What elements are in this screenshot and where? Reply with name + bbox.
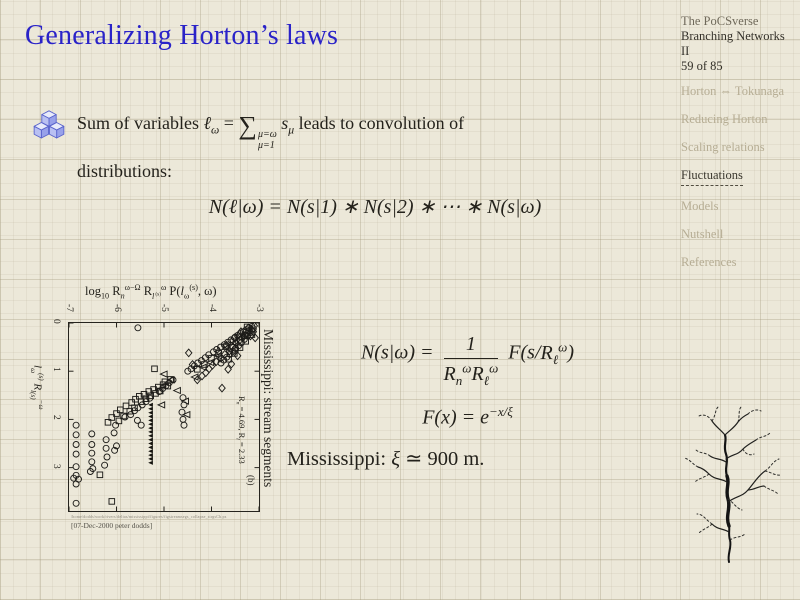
sidebar-series-title: The PoCSverse bbox=[681, 14, 759, 28]
scatter-point-circle bbox=[135, 325, 141, 331]
scatter-point-diamond bbox=[219, 384, 225, 392]
scatter-point-circle bbox=[73, 442, 79, 448]
scatter-point-square bbox=[109, 499, 115, 505]
top-tick-label: -7 bbox=[64, 304, 74, 312]
scatter-point-circle bbox=[104, 454, 110, 460]
scatter-point-circle bbox=[89, 450, 95, 456]
equation-convolution: N(ℓ|ω) = N(s|1) ∗ N(s|2) ∗ ⋯ ∗ N(s|ω) bbox=[208, 196, 542, 218]
scatter-point-circle bbox=[103, 437, 109, 443]
sidebar-item-fluctuations[interactable]: Fluctuations bbox=[681, 168, 796, 186]
scatter-point-circle bbox=[73, 451, 79, 457]
scatter-point-triangle-filled bbox=[148, 422, 153, 426]
mississippi-xi-line: Mississippi: ξ ≃ 900 m. bbox=[287, 448, 485, 470]
left-tick-label: 1 bbox=[51, 367, 61, 372]
scatter-point-circle bbox=[73, 481, 79, 487]
scatter-point-diamond bbox=[186, 349, 192, 357]
sidebar-item-references[interactable]: References bbox=[681, 255, 737, 269]
top-tick-label: -6 bbox=[111, 304, 122, 312]
equation-scaling-lhs: N(s|ω) = bbox=[360, 341, 434, 364]
figure-plot bbox=[29, 304, 276, 530]
plot-inset-parameters: $R_n = 4.69$, $R_l = 2.33$ bbox=[234, 396, 247, 464]
scatter-point-square bbox=[152, 366, 158, 372]
scatter-point-square bbox=[97, 472, 103, 478]
scatter-point-triangle-filled bbox=[148, 418, 153, 422]
scatter-point-square bbox=[123, 403, 129, 409]
scatter-point-triangle-filled bbox=[148, 407, 153, 411]
equation-exponential: $F(x) = e^{-x/\xi}$ bbox=[422, 404, 513, 429]
left-tick-label: 0 bbox=[51, 319, 61, 324]
river-network-image bbox=[672, 402, 792, 572]
equation-scaling-form bbox=[295, 332, 640, 390]
cubes-icon bbox=[31, 109, 67, 145]
figure-credit: [07-Dec-2000 peter dodds] bbox=[71, 521, 153, 530]
scatter-point-circle bbox=[73, 432, 79, 438]
scatter-point-circle bbox=[73, 422, 79, 428]
scatter-point-circle bbox=[103, 445, 109, 451]
equation-scaling-rhs: $F(s/R_\ell^\omega)$ bbox=[508, 339, 575, 367]
bullet-line-1: Sum of variables ℓ$_\omega$ = ∑ μ=ω μ=1 $s_\mu$ leads to convolution of bbox=[77, 111, 465, 151]
sidebar-item-models[interactable]: Models bbox=[681, 199, 719, 213]
scatter-point-triangle-filled bbox=[148, 434, 153, 438]
sidebar-item-reducing-horton[interactable]: Reducing Horton bbox=[681, 112, 768, 126]
scatter-point-circle bbox=[73, 500, 79, 506]
scatter-point-circle bbox=[73, 464, 79, 470]
plot-left-axis-label: $l_\omega^{(s)}$ $R_{l(s)}^{-\omega}$ bbox=[29, 365, 45, 410]
scatter-point-triangle-filled bbox=[148, 449, 153, 453]
sidebar-item-horton-tokunaga[interactable]: Horton ⇔ Tokunaga bbox=[681, 84, 785, 98]
scatter-point-circle bbox=[89, 459, 95, 465]
scatter-point-circle bbox=[89, 431, 95, 437]
scatter-point-circle bbox=[138, 422, 144, 428]
top-tick-label: -5 bbox=[159, 304, 169, 312]
top-tick-label: -4 bbox=[206, 304, 217, 312]
figure-source-fineprint: /home/dodds/work/rivers/deltas/mississippi/figures/figstreamsegs_collapse_strgsCb.ps bbox=[71, 514, 227, 519]
top-tick-label: -3 bbox=[254, 304, 264, 312]
scatter-point-circle bbox=[111, 430, 117, 436]
equation-scaling-fraction bbox=[444, 332, 499, 390]
plot-panel-label: (b) bbox=[246, 475, 256, 486]
left-tick-label: 3 bbox=[51, 463, 61, 469]
scatter-point-triangle-filled bbox=[148, 457, 153, 461]
scatter-point-circle bbox=[89, 442, 95, 448]
fraction-numerator: 1 bbox=[444, 332, 499, 359]
scatter-point-triangle-filled bbox=[148, 414, 153, 418]
bullet-line-2: distributions: bbox=[77, 161, 173, 181]
scatter-point-square bbox=[118, 407, 124, 413]
sidebar-page-indicator: 59 of 85 bbox=[681, 59, 723, 73]
scatter-point-circle bbox=[180, 416, 186, 422]
left-tick-label: 2 bbox=[51, 415, 61, 421]
sidebar-deck-title: Branching Networks II bbox=[681, 29, 785, 58]
scatter-point-circle bbox=[181, 422, 187, 428]
sidebar-nav bbox=[681, 84, 796, 270]
scatter-point-circle bbox=[113, 422, 119, 428]
scatter-point-triangle-filled bbox=[148, 453, 153, 457]
scatter-plot-canvas bbox=[69, 323, 259, 511]
scatter-point-triangle-left bbox=[174, 388, 181, 394]
scatter-point-triangle-filled bbox=[148, 426, 153, 430]
slide-title: Generalizing Horton’s laws bbox=[25, 20, 339, 51]
scatter-point-triangle-filled bbox=[148, 461, 153, 465]
sidebar-item-nutshell[interactable]: Nutshell bbox=[681, 227, 724, 241]
scatter-point-triangle-left bbox=[160, 371, 167, 377]
scatter-point-triangle-filled bbox=[148, 445, 153, 449]
scatter-point-triangle-left bbox=[158, 402, 165, 408]
scatter-point-triangle-filled bbox=[148, 438, 153, 442]
scatter-point-triangle-filled bbox=[148, 411, 153, 415]
scatter-point-triangle-filled bbox=[148, 441, 153, 445]
scatter-point-triangle-filled bbox=[148, 430, 153, 434]
sidebar bbox=[681, 14, 796, 283]
plot-top-axis-label: $\log_{10} R_n^{\omega-\Omega}$ $R_{l ^{(s)}}^\omega$ $P(l_\omega^{(s)}$, ω) bbox=[85, 283, 217, 301]
scatter-point-circle bbox=[102, 462, 108, 468]
scatter-point-square bbox=[129, 400, 135, 406]
scatter-point-triangle-left bbox=[182, 398, 189, 404]
sidebar-item-scaling-relations[interactable]: Scaling relations bbox=[681, 140, 765, 154]
plot-right-title: Mississippi: stream segments bbox=[261, 329, 276, 488]
bullet-text bbox=[77, 103, 622, 191]
fraction-denominator: $R_n^\omega R_\ell^\omega$ bbox=[443, 360, 499, 388]
